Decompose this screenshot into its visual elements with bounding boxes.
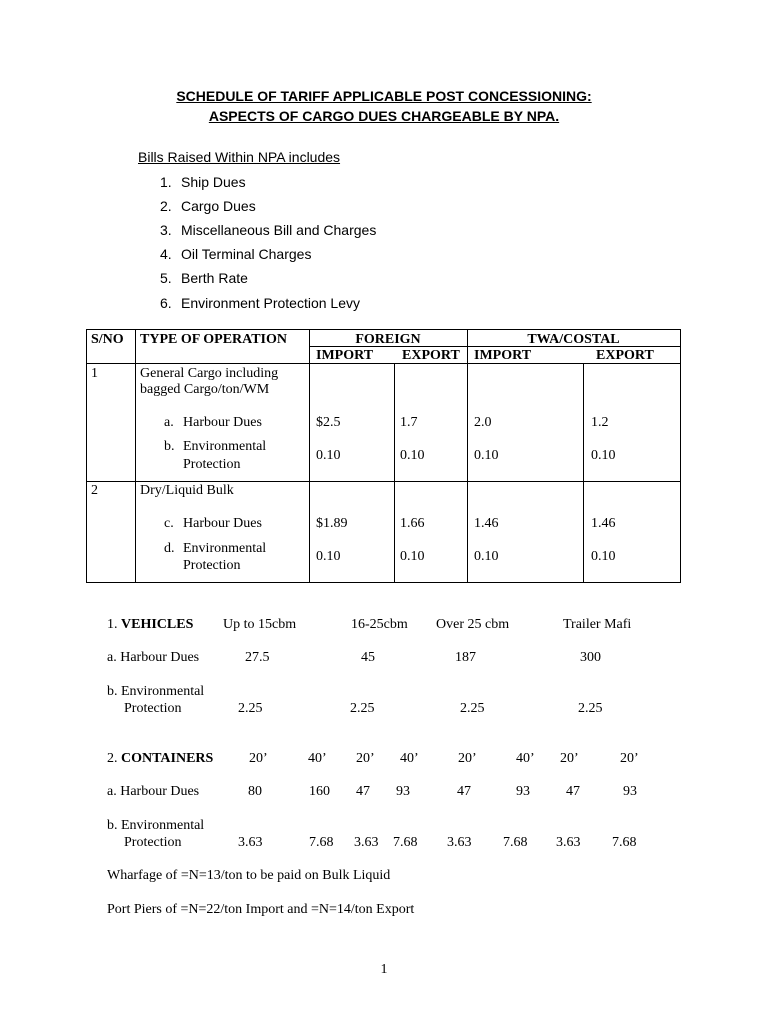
containers-harbour-label: a. Harbour Dues [107, 784, 200, 799]
vehicles-harbour-value: 187 [455, 650, 476, 665]
table-row-divider [87, 363, 680, 364]
sub-label: Harbour Dues [183, 415, 262, 430]
vehicles-env-value: 2.25 [578, 701, 603, 716]
value-twa-export: 1.2 [591, 415, 609, 430]
sub-letter: b. [164, 439, 175, 454]
bill-item-label: Ship Dues [181, 174, 246, 190]
value-twa-import: 1.46 [474, 516, 499, 531]
bills-heading: Bills Raised Within NPA includes [138, 149, 341, 165]
bill-item-label: Oil Terminal Charges [181, 246, 312, 262]
value-foreign-export: 1.7 [400, 415, 418, 430]
header-type-of-operation: TYPE OF OPERATION [140, 332, 288, 347]
sub-letter: d. [164, 541, 175, 556]
header-twa-export: EXPORT [596, 348, 654, 363]
value-foreign-import: 0.10 [316, 448, 341, 463]
vehicles-label: VEHICLES [121, 617, 194, 632]
vehicles-env-label-line-2: Protection [124, 701, 182, 716]
value-twa-export: 0.10 [591, 448, 616, 463]
row-sno: 2 [91, 483, 98, 498]
header-foreign: FOREIGN [355, 332, 421, 347]
vehicles-harbour-value: 300 [580, 650, 601, 665]
bill-item-label: Berth Rate [181, 270, 248, 286]
container-size: 20’ [560, 751, 579, 766]
row-type-line-1: Dry/Liquid Bulk [140, 483, 234, 498]
bill-item-number: 1. [160, 174, 172, 190]
note-wharfage: Wharfage of =N=13/ton to be paid on Bulk Liquid [107, 868, 391, 883]
table-column-divider [309, 330, 310, 582]
vehicles-number: 1. [107, 617, 118, 632]
container-size: 40’ [308, 751, 327, 766]
bill-item [160, 246, 311, 262]
bill-item-number: 2. [160, 198, 172, 214]
page-number: 1 [380, 962, 388, 977]
bill-item-number: 6. [160, 295, 172, 311]
bill-item [160, 270, 248, 286]
container-size: 20’ [356, 751, 375, 766]
containers-heading [107, 750, 213, 767]
sub-label-line-2: Protection [183, 558, 241, 573]
row-type-line-2: bagged Cargo/ton/WM [140, 382, 270, 397]
containers-harbour-value: 47 [457, 784, 471, 799]
containers-harbour-value: 93 [516, 784, 530, 799]
container-size: 40’ [400, 751, 419, 766]
header-sno: S/NO [91, 332, 124, 347]
value-foreign-export: 1.66 [400, 516, 425, 531]
sub-label-line-2: Protection [183, 457, 241, 472]
value-twa-import: 0.10 [474, 448, 499, 463]
value-twa-import: 2.0 [474, 415, 492, 430]
containers-harbour-value: 160 [309, 784, 330, 799]
containers-env-value: 7.68 [503, 835, 528, 850]
container-size: 20’ [458, 751, 477, 766]
sub-letter: a. [164, 415, 174, 430]
containers-harbour-value: 80 [248, 784, 262, 799]
containers-env-value: 7.68 [612, 835, 637, 850]
sub-label: Environmental [183, 439, 267, 454]
containers-harbour-value: 93 [623, 784, 637, 799]
vehicles-env-label-line-1: b. Environmental [107, 684, 205, 699]
bill-item-label: Cargo Dues [181, 198, 256, 214]
row-sno: 1 [91, 366, 98, 381]
containers-env-value: 7.68 [309, 835, 334, 850]
value-foreign-import: 0.10 [316, 549, 341, 564]
containers-number: 2. [107, 751, 118, 766]
vehicles-harbour-value: 45 [361, 650, 375, 665]
sub-label: Harbour Dues [183, 516, 262, 531]
bill-item-label: Miscellaneous Bill and Charges [181, 222, 377, 238]
containers-env-value: 3.63 [354, 835, 379, 850]
bill-item-number: 3. [160, 222, 172, 238]
vehicles-column-header: Up to 15cbm [223, 617, 297, 632]
table-column-divider [467, 330, 468, 582]
value-foreign-export: 0.10 [400, 448, 425, 463]
sub-letter: c. [164, 516, 174, 531]
bill-item [160, 198, 256, 214]
containers-env-value: 3.63 [238, 835, 263, 850]
vehicles-column-header: Over 25 cbm [436, 617, 510, 632]
containers-harbour-value: 47 [566, 784, 580, 799]
bill-item-number: 4. [160, 246, 172, 262]
containers-env-value: 3.63 [556, 835, 581, 850]
note-port-piers: Port Piers of =N=22/ton Import and =N=14/ton Export [107, 902, 415, 917]
containers-env-label-line-1: b. Environmental [107, 818, 205, 833]
row-type-line-1: General Cargo including [140, 366, 279, 381]
containers-env-label-line-2: Protection [124, 835, 182, 850]
containers-harbour-value: 93 [396, 784, 410, 799]
bill-item [160, 295, 360, 311]
vehicles-env-value: 2.25 [238, 701, 263, 716]
document-title-line-1: SCHEDULE OF TARIFF APPLICABLE POST CONCESSIONING: [176, 88, 592, 104]
value-foreign-import: $1.89 [316, 516, 348, 531]
bill-item [160, 222, 376, 238]
document-title-line-2: ASPECTS OF CARGO DUES CHARGEABLE BY NPA. [208, 108, 560, 124]
vehicles-harbour-label: a. Harbour Dues [107, 650, 200, 665]
value-twa-export: 1.46 [591, 516, 616, 531]
bill-item [160, 174, 246, 190]
vehicles-env-value: 2.25 [460, 701, 485, 716]
vehicles-column-header: Trailer Mafi [563, 617, 632, 632]
sub-label: Environmental [183, 541, 267, 556]
table-column-divider [394, 364, 395, 582]
header-twa-import: IMPORT [474, 348, 532, 363]
value-foreign-export: 0.10 [400, 549, 425, 564]
table-column-divider [583, 364, 584, 582]
bill-item-number: 5. [160, 270, 172, 286]
containers-env-value: 7.68 [393, 835, 418, 850]
header-foreign-import: IMPORT [316, 348, 374, 363]
containers-harbour-value: 47 [356, 784, 370, 799]
value-twa-export: 0.10 [591, 549, 616, 564]
header-twa-costal: TWA/COSTAL [527, 332, 620, 347]
value-foreign-import: $2.5 [316, 415, 341, 430]
container-size: 40’ [516, 751, 535, 766]
container-size: 20’ [249, 751, 268, 766]
table-column-divider [135, 330, 136, 582]
vehicles-column-header: 16-25cbm [351, 617, 408, 632]
vehicles-heading [107, 616, 193, 633]
header-foreign-export: EXPORT [402, 348, 460, 363]
value-twa-import: 0.10 [474, 549, 499, 564]
vehicles-harbour-value: 27.5 [245, 650, 270, 665]
containers-label: CONTAINERS [121, 751, 214, 766]
bill-item-label: Environment Protection Levy [181, 295, 360, 311]
container-size: 20’ [620, 751, 639, 766]
vehicles-env-value: 2.25 [350, 701, 375, 716]
tariff-table [86, 329, 681, 583]
containers-env-value: 3.63 [447, 835, 472, 850]
